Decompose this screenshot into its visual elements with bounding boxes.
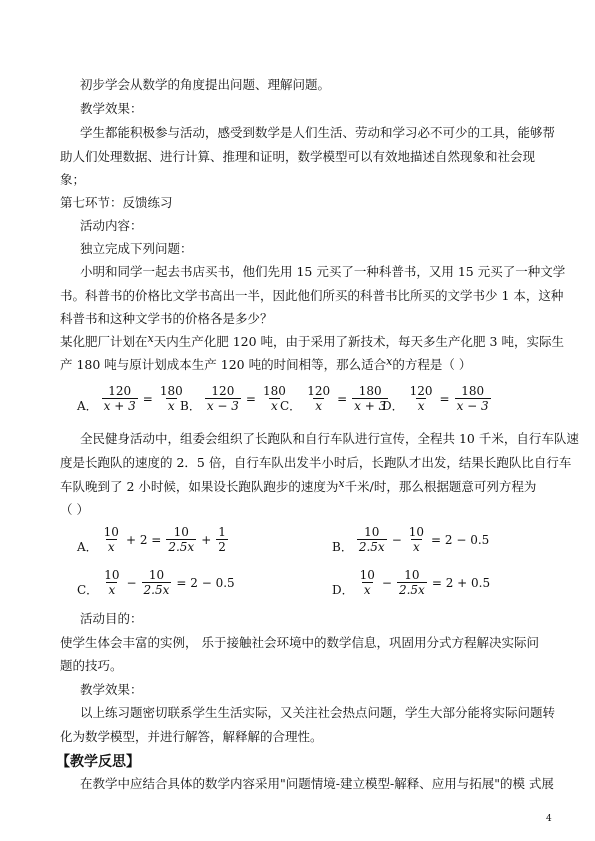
text-line: 科普书和这种文学书的价格各是多少？: [60, 311, 273, 326]
fraction: $\frac{10}{x}$: [408, 525, 425, 554]
variable-x: x: [147, 332, 154, 345]
text-line: 象；: [60, 172, 86, 187]
text-line: 教学效果：: [80, 682, 143, 697]
text-line: 在教学中应结合具体的数学内容采用"问题情境-建立模型-解释、应用与拓展"的模 式展: [80, 776, 554, 791]
fraction: $\frac{120}{x + 3}$: [103, 384, 136, 413]
page-number: 4: [546, 814, 552, 824]
text-line: 化为数学模型，并进行解答，解释解的合理性。: [60, 729, 323, 744]
fraction: $\frac{180}{x - 3}$: [456, 384, 489, 413]
text-line: 产 180 吨与原计划成本生产 120 吨的时间相等，那么适合x的方程是（ ）: [60, 355, 472, 372]
fraction: $\frac{10}{x}$: [104, 568, 120, 597]
text-line: 书。科普书的价格比文学书高出一半，因此他们所买的科普书比所买的文学书少 1 本，这种: [60, 288, 564, 303]
variable-x: x: [338, 477, 345, 490]
variable-x: x: [386, 355, 393, 368]
text-line: 教学效果：: [80, 101, 143, 116]
text-line: 使学生体会丰富的实例， 乐于接触社会环境中的数学信息，巩固用分式方程解决实际问: [60, 635, 539, 650]
text-line: （ ）: [60, 502, 89, 517]
text-line: 某化肥厂计划在x天内生产化肥 120 吨，由于采用了新技术，每天多生产化肥 3 吨，实际生: [60, 332, 564, 349]
text-line: 全民健身活动中，组委会组织了长跑队和自行车队进行宣传，全程共 10 千米，自行车队速: [80, 431, 579, 446]
fraction: $\frac{10}{x}$: [359, 568, 375, 597]
option-d: D． $\frac{10}{x}$ − $\frac{10}{2.5x}$ = 2 + 0.5: [332, 568, 491, 597]
fraction: $\frac{120}{x - 3}$: [206, 384, 239, 413]
fraction: $\frac{10}{2.5x}$: [398, 568, 425, 597]
fraction: $\frac{120}{x}$: [307, 384, 331, 413]
fraction: $\frac{180}{x}$: [159, 384, 183, 413]
option-a: A． $\frac{10}{x}$ + 2 = $\frac{10}{2.5x}$ + $\frac{1}{2}$: [77, 525, 226, 554]
fraction: $\frac{10}{2.5x}$: [143, 568, 170, 597]
fraction: $\frac{10}{x}$: [103, 525, 119, 554]
fraction: $\frac{1}{2}$: [218, 525, 226, 554]
option-c: C． $\frac{10}{x}$ − $\frac{10}{2.5x}$ = 2 − 0.5: [77, 568, 235, 597]
fraction: $\frac{180}{x + 3}$: [354, 384, 387, 413]
text-line: 活动目的：: [80, 611, 143, 626]
text-line: 独立完成下列问题：: [80, 241, 193, 256]
fraction: $\frac{10}{2.5x}$: [168, 525, 195, 554]
option-b: B． $\frac{120}{x - 3}$ = $\frac{180}{x}$: [180, 384, 286, 413]
text-line: 活动内容：: [80, 218, 143, 233]
text-line: 初步学会从数学的角度提出问题、理解问题。: [80, 77, 331, 92]
text-line: 度是长跑队的速度的 2．5 倍，自行车队出发半小时后，长跑队才出发，结果长跑队比自行车: [60, 455, 572, 470]
option-c: C． $\frac{120}{x}$ = $\frac{180}{x + 3}$: [280, 384, 387, 413]
text-line: 小明和同学一起去书店买书，他们先用 15 元买了一种科普书，又用 15 元买了一种文学: [80, 264, 566, 279]
fraction: $\frac{180}{x}$: [262, 384, 286, 413]
text-line: 学生都能积极参与活动，感受到数学是人们生活、劳动和学习必不可少的工具，能够帮: [80, 125, 556, 140]
section-heading: 【教学反思】: [56, 754, 140, 770]
fraction: $\frac{10}{2.5x}$: [358, 525, 385, 554]
text-line: 题的技巧。: [60, 658, 123, 673]
fraction: $\frac{120}{x}$: [409, 384, 433, 413]
text-line: 以上练习题密切联系学生生活实际，又关注社会热点问题，学生大部分能将实际问题转: [80, 705, 556, 720]
option-a: A． $\frac{120}{x + 3}$ = $\frac{180}{x}$: [77, 384, 183, 413]
option-b: B． $\frac{10}{2.5x}$ − $\frac{10}{x}$ = 2 − 0.5: [332, 525, 490, 554]
section-title: 第七环节：反馈练习: [60, 195, 173, 210]
text-line: 车队晚到了 2 小时候，如果设长跑队跑步的速度为x千米/时，那么根据题意可列方程为: [60, 477, 537, 494]
text-line: 助人们处理数据、进行计算、推理和证明，数学模型可以有效地描述自然现象和社会现: [60, 149, 536, 164]
option-d: D． $\frac{120}{x}$ = $\frac{180}{x - 3}$: [382, 384, 489, 413]
